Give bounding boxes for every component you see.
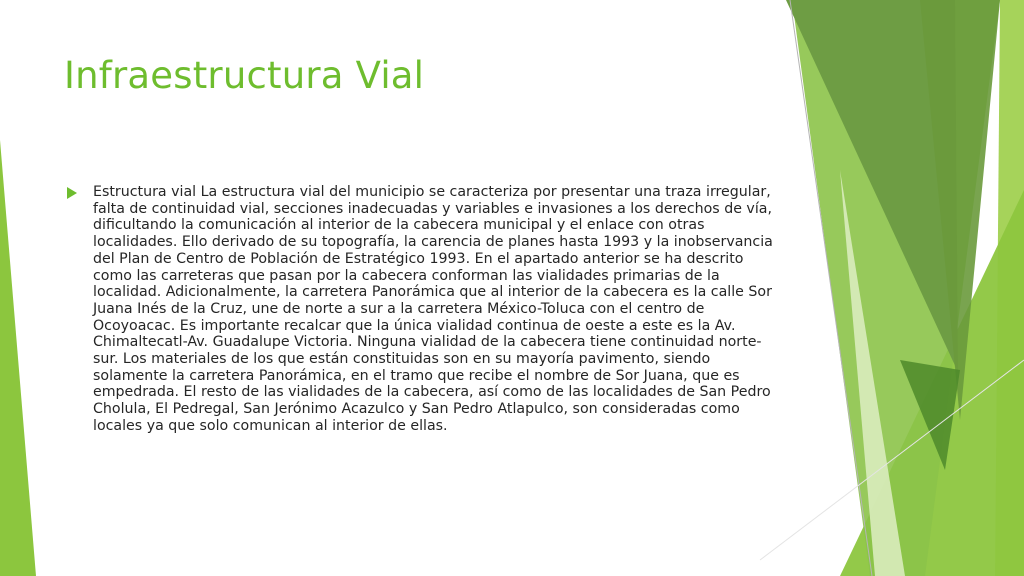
triangle-bullet-icon	[66, 187, 78, 199]
bullet-text: Estructura vial La estructura vial del municipio se caracteriza por presentar una traza irregular, falta de continuidad vial, secciones inadecuadas y variables e invasiones a los derechos de vía, dificultando la comunicación al interior de la cabecera municipal y el enlace con otras localidades. Ello derivado de su topografía, la carencia de planes hasta 1993 y la inobservancia del Plan de Centro de Población de Estratégico 1993. En el apartado anterior se ha descrito como las carreteras que pasan por la cabecera conforman las vialidades primarias de la localidad. Adicionalmente, la carretera Panorámica que al interior de la cabecera es la calle Sor Juana Inés de la Cruz, une de norte a sur a la carretera México-Toluca con el centro de Ocoyoacac. Es importante recalcar que la única vialidad continua de oeste a este es la Av. Chimaltecatl-Av. Guadalupe Victoria. Ninguna vialidad de la cabecera tiene continuidad norte-sur. Los materiales de los que están constituidas son en su mayoría pavimento, siendo solamente la carretera Panorámica, en el tramo que recibe el nombre de Sor Juana, que es empedrada. El resto de las vialidades de la cabecera, así como de las localidades de San Pedro Cholula, El Pedregal, San Jerónimo Acazulco y San Pedro Atlapulco, son consideradas como locales ya que solo comunican al interior de ellas.	[93, 184, 773, 434]
slide-title: Infraestructura Vial	[64, 54, 425, 97]
content-body	[66, 184, 786, 435]
bullet-item	[66, 184, 786, 435]
left-edge-stripe	[0, 140, 36, 576]
